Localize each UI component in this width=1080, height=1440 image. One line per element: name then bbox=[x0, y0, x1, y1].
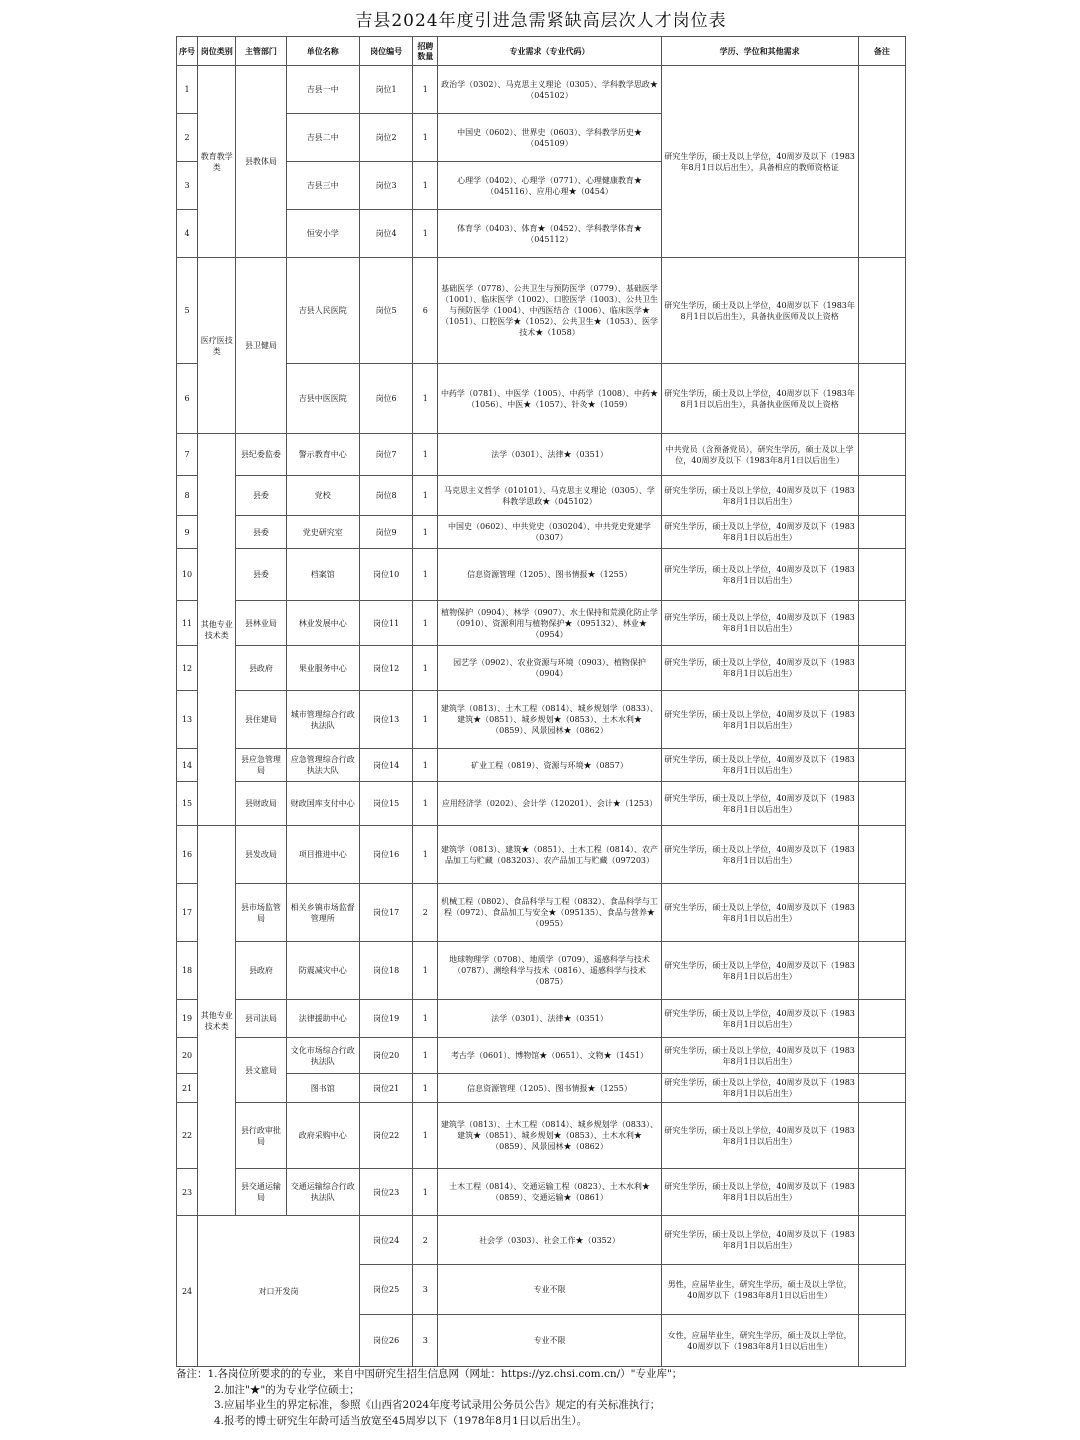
remark-cell bbox=[858, 1216, 905, 1265]
major-cell: 专业不限 bbox=[438, 1315, 661, 1367]
count-cell: 2 bbox=[413, 884, 438, 942]
remark-cell bbox=[858, 826, 905, 884]
pos-code-cell: 岗位12 bbox=[359, 646, 412, 691]
major-cell: 体育学（0403）、体育★（0452）、学科教学体育★（045112） bbox=[438, 210, 661, 258]
major-cell: 建筑学（0813）、建筑★（0851）、土木工程（0814）、农产品加工与贮藏（083203）、农产品加工与贮藏（097203） bbox=[438, 826, 661, 884]
count-cell: 1 bbox=[413, 1103, 438, 1169]
table-row bbox=[177, 601, 906, 646]
seq-cell: 11 bbox=[177, 601, 198, 646]
header-pos-code: 岗位编号 bbox=[359, 37, 412, 66]
count-cell: 1 bbox=[413, 1074, 438, 1103]
pos-code-cell: 岗位1 bbox=[359, 66, 412, 114]
remark-cell bbox=[858, 516, 905, 549]
count-cell: 1 bbox=[413, 516, 438, 549]
dept-cell: 县行政审批局 bbox=[236, 1103, 286, 1169]
seq-cell: 10 bbox=[177, 549, 198, 601]
seq-cell: 12 bbox=[177, 646, 198, 691]
unit-cell: 图书馆 bbox=[286, 1074, 359, 1103]
requirement-cell: 研究生学历，硕士及以上学位，40周岁及以下（1983年8月1日以后出生） bbox=[661, 516, 858, 549]
remark-cell bbox=[858, 1038, 905, 1074]
unit-cell: 恒安小学 bbox=[286, 210, 359, 258]
table-header-row bbox=[177, 37, 906, 66]
requirement-cell: 研究生学历，硕士及以上学位，40周岁及以下（1983年8月1日以后出生） bbox=[661, 1169, 858, 1216]
table-row bbox=[177, 66, 906, 114]
pos-code-cell: 岗位11 bbox=[359, 601, 412, 646]
dept-cell: 县纪委监委 bbox=[236, 434, 286, 476]
unit-cell: 应急管理综合行政执法大队 bbox=[286, 749, 359, 782]
count-cell: 1 bbox=[413, 434, 438, 476]
seq-cell: 5 bbox=[177, 258, 198, 364]
major-cell: 植物保护（0904）、林学（0907）、水土保持和荒漠化防止学（0910）、资源利用与植物保护★（095132）、林业★（0954） bbox=[438, 601, 661, 646]
seq-cell: 18 bbox=[177, 942, 198, 1000]
table-row bbox=[177, 749, 906, 782]
dept-cell: 县财政局 bbox=[236, 782, 286, 826]
major-cell: 马克思主义哲学（010101）、马克思主义理论（0305）、学科教学思政★（045102） bbox=[438, 476, 661, 516]
seq-cell: 17 bbox=[177, 884, 198, 942]
unit-cell: 吉县人民医院 bbox=[286, 258, 359, 364]
major-cell: 中药学（0781）、中医学（1005）、中药学（1008）、中药★（1056）、中医★（1057）、针灸★（1059） bbox=[438, 364, 661, 434]
remark-cell bbox=[858, 66, 905, 258]
major-cell: 地球物理学（0708）、地质学（0709）、遥感科学与技术（0787）、测绘科学与技术（0816）、遥感科学与技术（0875） bbox=[438, 942, 661, 1000]
remark-cell bbox=[858, 1315, 905, 1367]
seq-cell: 7 bbox=[177, 434, 198, 476]
dept-cell: 县交通运输局 bbox=[236, 1169, 286, 1216]
major-cell: 中国史（0602）、中共党史（030204）、中共党史党建学（0307） bbox=[438, 516, 661, 549]
header-requirement: 学历、学位和其他需求 bbox=[661, 37, 858, 66]
remark-cell bbox=[858, 1169, 905, 1216]
major-cell: 基础医学（0778）、公共卫生与预防医学（0779）、基础医学（1001）、临床医学（1002）、口腔医学（1003）、公共卫生与预防医学（1004）、中西医结合（1006）、临床医学★（1051）、口腔医学★（1052）、公共卫生★（1053）、医学技术★（1058） bbox=[438, 258, 661, 364]
major-cell: 信息资源管理（1205）、图书情报★（1255） bbox=[438, 1074, 661, 1103]
pos-code-cell: 岗位15 bbox=[359, 782, 412, 826]
pos-code-cell: 岗位23 bbox=[359, 1169, 412, 1216]
table-row bbox=[177, 1169, 906, 1216]
major-cell: 建筑学（0813）、土木工程（0814）、城乡规划学（0833）、建筑★（0851）、城乡规划★（0853）、土木水利★（0859）、风景园林★（0862） bbox=[438, 1103, 661, 1169]
major-cell: 机械工程（0802）、食品科学与工程（0832）、食品科学与工程（0972）、食品加工与安全★（095135）、食品与营养★（0955） bbox=[438, 884, 661, 942]
count-cell: 3 bbox=[413, 1315, 438, 1367]
pos-code-cell: 岗位13 bbox=[359, 691, 412, 749]
table-row bbox=[177, 1000, 906, 1038]
table-row bbox=[177, 826, 906, 884]
major-cell: 土木工程（0814）、交通运输工程（0823）、土木水利★（0859）、交通运输★（0861） bbox=[438, 1169, 661, 1216]
dept-cell: 县发改局 bbox=[236, 826, 286, 884]
seq-cell: 3 bbox=[177, 162, 198, 210]
pos-code-cell: 岗位20 bbox=[359, 1038, 412, 1074]
pos-code-cell: 岗位18 bbox=[359, 942, 412, 1000]
pos-code-cell: 岗位26 bbox=[359, 1315, 412, 1367]
requirement-cell: 女性，应届毕业生，研究生学历，硕士及以上学位，40周岁以下（1983年8月1日以后出生） bbox=[661, 1315, 858, 1367]
major-cell: 专业不限 bbox=[438, 1265, 661, 1315]
requirement-cell: 研究生学历，硕士及以上学位，40周岁及以下（1983年8月1日以后出生） bbox=[661, 1038, 858, 1074]
header-category: 岗位类别 bbox=[198, 37, 236, 66]
unit-cell: 吉县二中 bbox=[286, 114, 359, 162]
pos-code-cell: 岗位21 bbox=[359, 1074, 412, 1103]
seq-cell: 8 bbox=[177, 476, 198, 516]
seq-cell: 22 bbox=[177, 1103, 198, 1169]
unit-cell: 财政国库支付中心 bbox=[286, 782, 359, 826]
unit-cell: 项目推进中心 bbox=[286, 826, 359, 884]
requirement-cell: 研究生学历，硕士及以上学位，40周岁及以下（1983年8月1日以后出生） bbox=[661, 1074, 858, 1103]
requirement-cell: 中共党员（含预备党员），研究生学历，硕士及以上学位，40周岁及以下（1983年8月1日以后出生） bbox=[661, 434, 858, 476]
requirement-cell: 研究生学历，硕士及以上学位，40周岁及以下（1983年8月1日以后出生） bbox=[661, 476, 858, 516]
count-cell: 1 bbox=[413, 162, 438, 210]
pos-code-cell: 岗位7 bbox=[359, 434, 412, 476]
count-cell: 2 bbox=[413, 1216, 438, 1265]
header-unit: 单位名称 bbox=[286, 37, 359, 66]
unit-cell: 相关乡镇市场监督管理所 bbox=[286, 884, 359, 942]
remark-cell bbox=[858, 601, 905, 646]
count-cell: 3 bbox=[413, 1265, 438, 1315]
unit-cell: 对口开发岗 bbox=[198, 1216, 360, 1367]
seq-cell: 20 bbox=[177, 1038, 198, 1074]
count-cell: 1 bbox=[413, 782, 438, 826]
pos-code-cell: 岗位8 bbox=[359, 476, 412, 516]
remark-cell bbox=[858, 782, 905, 826]
major-cell: 法学（0301）、法律★（0351） bbox=[438, 1000, 661, 1038]
major-cell: 考古学（0601）、博物馆★（0651）、文物★（1451） bbox=[438, 1038, 661, 1074]
unit-cell: 档案馆 bbox=[286, 549, 359, 601]
dept-cell: 县司法局 bbox=[236, 1000, 286, 1038]
dept-cell: 县委 bbox=[236, 549, 286, 601]
major-cell: 法学（0301）、法律★（0351） bbox=[438, 434, 661, 476]
unit-cell: 党校 bbox=[286, 476, 359, 516]
table-row bbox=[177, 691, 906, 749]
count-cell: 1 bbox=[413, 749, 438, 782]
major-cell: 心理学（0402）、心理学（0771）、心理健康教育★（045116）、应用心理★（0454） bbox=[438, 162, 661, 210]
requirement-cell: 研究生学历，硕士及以上学位，40周岁及以下（1983年8月1日以后出生） bbox=[661, 691, 858, 749]
count-cell: 1 bbox=[413, 66, 438, 114]
requirement-cell: 研究生学历，硕士及以上学位，40周岁以下（1983年8月1日以后出生），具备执业医师及以上资格 bbox=[661, 258, 858, 364]
count-cell: 1 bbox=[413, 1000, 438, 1038]
requirement-cell: 研究生学历，硕士及以上学位，40周岁及以下（1983年8月1日以后出生） bbox=[661, 782, 858, 826]
seq-cell: 23 bbox=[177, 1169, 198, 1216]
unit-cell: 文化市场综合行政执法队 bbox=[286, 1038, 359, 1074]
category-cell: 其他专业技术类 bbox=[198, 434, 236, 826]
count-cell: 1 bbox=[413, 691, 438, 749]
count-cell: 1 bbox=[413, 601, 438, 646]
footnote-4: 4.报考的博士研究生年龄可适当放宽至45周岁以下（1978年8月1日以后出生）。 bbox=[214, 1414, 588, 1427]
unit-cell: 政府采购中心 bbox=[286, 1103, 359, 1169]
remark-cell bbox=[858, 749, 905, 782]
major-cell: 矿业工程（0819）、资源与环境★（0857） bbox=[438, 749, 661, 782]
remark-cell bbox=[858, 1074, 905, 1103]
major-cell: 中国史（0602）、世界史（0603）、学科教学历史★（045109） bbox=[438, 114, 661, 162]
table-row bbox=[177, 884, 906, 942]
seq-cell: 16 bbox=[177, 826, 198, 884]
pos-code-cell: 岗位22 bbox=[359, 1103, 412, 1169]
table-row bbox=[177, 476, 906, 516]
dept-cell: 县市场监管局 bbox=[236, 884, 286, 942]
requirement-cell: 男性，应届毕业生，研究生学历，硕士及以上学位，40周岁以下（1983年8月1日以后出生） bbox=[661, 1265, 858, 1315]
remark-cell bbox=[858, 1103, 905, 1169]
remark-cell bbox=[858, 364, 905, 434]
table-row bbox=[177, 1038, 906, 1074]
major-cell: 信息资源管理（1205）、图书情报★（1255） bbox=[438, 549, 661, 601]
pos-code-cell: 岗位9 bbox=[359, 516, 412, 549]
category-cell: 其他专业技术类 bbox=[198, 826, 236, 1216]
requirement-cell: 研究生学历，硕士及以上学位，40周岁及以下（1983年8月1日以后出生） bbox=[661, 1216, 858, 1265]
table-row bbox=[177, 782, 906, 826]
pos-code-cell: 岗位4 bbox=[359, 210, 412, 258]
dept-cell: 县文旅局 bbox=[236, 1038, 286, 1103]
requirement-cell: 研究生学历，硕士及以上学位，40周岁及以下（1983年8月1日以后出生） bbox=[661, 826, 858, 884]
table-row bbox=[177, 549, 906, 601]
page-title: 吉县2024年度引进急需紧缺高层次人才岗位表 bbox=[355, 11, 727, 31]
table-row bbox=[177, 364, 906, 434]
table-row bbox=[177, 1216, 906, 1265]
dept-cell: 县应急管理局 bbox=[236, 749, 286, 782]
seq-cell: 15 bbox=[177, 782, 198, 826]
requirement-cell: 研究生学历，硕士及以上学位，40周岁及以下（1983年8月1日以后出生） bbox=[661, 549, 858, 601]
table-row bbox=[177, 258, 906, 364]
footnote-2: 2.加注"★"的为专业学位硕士； bbox=[214, 1383, 360, 1396]
dept-cell: 县委 bbox=[236, 516, 286, 549]
count-cell: 1 bbox=[413, 114, 438, 162]
header-count: 招聘数量 bbox=[413, 37, 438, 66]
count-cell: 1 bbox=[413, 1169, 438, 1216]
pos-code-cell: 岗位6 bbox=[359, 364, 412, 434]
count-cell: 1 bbox=[413, 826, 438, 884]
pos-code-cell: 岗位3 bbox=[359, 162, 412, 210]
count-cell: 1 bbox=[413, 1038, 438, 1074]
seq-cell: 13 bbox=[177, 691, 198, 749]
dept-cell: 县卫健局 bbox=[236, 258, 286, 434]
dept-cell: 县政府 bbox=[236, 942, 286, 1000]
category-cell: 医疗医技类 bbox=[198, 258, 236, 434]
table-row bbox=[177, 646, 906, 691]
header-seq: 序号 bbox=[177, 37, 198, 66]
pos-code-cell: 岗位2 bbox=[359, 114, 412, 162]
requirement-cell: 研究生学历，硕士及以上学位，40周岁及以下（1983年8月1日以后出生） bbox=[661, 884, 858, 942]
unit-cell: 法律援助中心 bbox=[286, 1000, 359, 1038]
requirement-cell: 研究生学历，硕士及以上学位，40周岁及以下（1983年8月1日以后出生） bbox=[661, 942, 858, 1000]
dept-cell: 县住建局 bbox=[236, 691, 286, 749]
remark-cell bbox=[858, 476, 905, 516]
seq-cell: 6 bbox=[177, 364, 198, 434]
footnote-1: 备注：1.各岗位所要求的的专业，来自中国研究生招生信息网（网址：https://yz.chsi.com.cn/）"专业库"； bbox=[176, 1368, 683, 1380]
seq-cell: 24 bbox=[177, 1216, 198, 1367]
count-cell: 6 bbox=[413, 258, 438, 364]
seq-cell: 1 bbox=[177, 66, 198, 114]
major-cell: 应用经济学（0202）、会计学（120201）、会计★（1253） bbox=[438, 782, 661, 826]
unit-cell: 吉县三中 bbox=[286, 162, 359, 210]
major-cell: 建筑学（0813）、土木工程（0814）、城乡规划学（0833）、建筑★（0851）、城乡规划★（0853）、土木水利★（0859）、风景园林★（0862） bbox=[438, 691, 661, 749]
requirement-cell: 研究生学历，硕士及以上学位，40周岁及以下（1983年8月1日以后出生） bbox=[661, 1103, 858, 1169]
requirement-cell: 研究生学历，硕士及以上学位，40周岁以下（1983年8月1日以后出生），具备执业医师及以上资格 bbox=[661, 364, 858, 434]
requirement-cell: 研究生学历，硕士及以上学位，40周岁及以下（1983年8月1日以后出生） bbox=[661, 1000, 858, 1038]
header-dept: 主管部门 bbox=[236, 37, 286, 66]
major-cell: 社会学（0303）、社会工作★（0352） bbox=[438, 1216, 661, 1265]
count-cell: 1 bbox=[413, 476, 438, 516]
pos-code-cell: 岗位17 bbox=[359, 884, 412, 942]
count-cell: 1 bbox=[413, 364, 438, 434]
seq-cell: 14 bbox=[177, 749, 198, 782]
dept-cell: 县政府 bbox=[236, 646, 286, 691]
count-cell: 1 bbox=[413, 942, 438, 1000]
footnotes bbox=[176, 1367, 976, 1429]
unit-cell: 城市管理综合行政执法队 bbox=[286, 691, 359, 749]
remark-cell bbox=[858, 1000, 905, 1038]
table-row bbox=[177, 942, 906, 1000]
table-row bbox=[177, 516, 906, 549]
footnote-3: 3.应届毕业生的界定标准，参照《山西省2024年度考试录用公务员公告》规定的有关标准执行； bbox=[214, 1399, 661, 1411]
table-row bbox=[177, 1074, 906, 1103]
requirement-cell: 研究生学历，硕士及以上学位，40周岁及以下（1983年8月1日以后出生） bbox=[661, 749, 858, 782]
unit-cell: 吉县一中 bbox=[286, 66, 359, 114]
unit-cell: 林业发展中心 bbox=[286, 601, 359, 646]
pos-code-cell: 岗位5 bbox=[359, 258, 412, 364]
remark-cell bbox=[858, 549, 905, 601]
category-cell: 教育教学类 bbox=[198, 66, 236, 258]
unit-cell: 党史研究室 bbox=[286, 516, 359, 549]
remark-cell bbox=[858, 434, 905, 476]
unit-cell: 交通运输综合行政执法队 bbox=[286, 1169, 359, 1216]
dept-cell: 县委 bbox=[236, 476, 286, 516]
major-cell: 政治学（0302）、马克思主义理论（0305）、学科教学思政★（045102） bbox=[438, 66, 661, 114]
pos-code-cell: 岗位19 bbox=[359, 1000, 412, 1038]
count-cell: 1 bbox=[413, 549, 438, 601]
header-major: 专业需求（专业代码） bbox=[438, 37, 661, 66]
pos-code-cell: 岗位16 bbox=[359, 826, 412, 884]
pos-code-cell: 岗位25 bbox=[359, 1265, 412, 1315]
pos-code-cell: 岗位24 bbox=[359, 1216, 412, 1265]
seq-cell: 2 bbox=[177, 114, 198, 162]
count-cell: 1 bbox=[413, 646, 438, 691]
unit-cell: 果业服务中心 bbox=[286, 646, 359, 691]
header-remark: 备注 bbox=[858, 37, 905, 66]
positions-table bbox=[176, 36, 906, 1367]
dept-cell: 县教体局 bbox=[236, 66, 286, 258]
remark-cell bbox=[858, 258, 905, 364]
unit-cell: 警示教育中心 bbox=[286, 434, 359, 476]
seq-cell: 21 bbox=[177, 1074, 198, 1103]
requirement-cell: 研究生学历，硕士及以上学位，40周岁及以下（1983年8月1日以后出生），具备相应的教师资格证 bbox=[661, 66, 858, 258]
seq-cell: 19 bbox=[177, 1000, 198, 1038]
dept-cell: 县林业局 bbox=[236, 601, 286, 646]
remark-cell bbox=[858, 646, 905, 691]
unit-cell: 吉县中医医院 bbox=[286, 364, 359, 434]
remark-cell bbox=[858, 942, 905, 1000]
remark-cell bbox=[858, 691, 905, 749]
count-cell: 1 bbox=[413, 210, 438, 258]
requirement-cell: 研究生学历，硕士及以上学位，40周岁及以下（1983年8月1日以后出生） bbox=[661, 646, 858, 691]
seq-cell: 9 bbox=[177, 516, 198, 549]
pos-code-cell: 岗位14 bbox=[359, 749, 412, 782]
seq-cell: 4 bbox=[177, 210, 198, 258]
table-row bbox=[177, 434, 906, 476]
remark-cell bbox=[858, 1265, 905, 1315]
unit-cell: 防震减灾中心 bbox=[286, 942, 359, 1000]
requirement-cell: 研究生学历，硕士及以上学位，40周岁及以下（1983年8月1日以后出生） bbox=[661, 601, 858, 646]
pos-code-cell: 岗位10 bbox=[359, 549, 412, 601]
remark-cell bbox=[858, 884, 905, 942]
major-cell: 园艺学（0902）、农业资源与环境（0903）、植物保护（0904） bbox=[438, 646, 661, 691]
table-row bbox=[177, 1103, 906, 1169]
